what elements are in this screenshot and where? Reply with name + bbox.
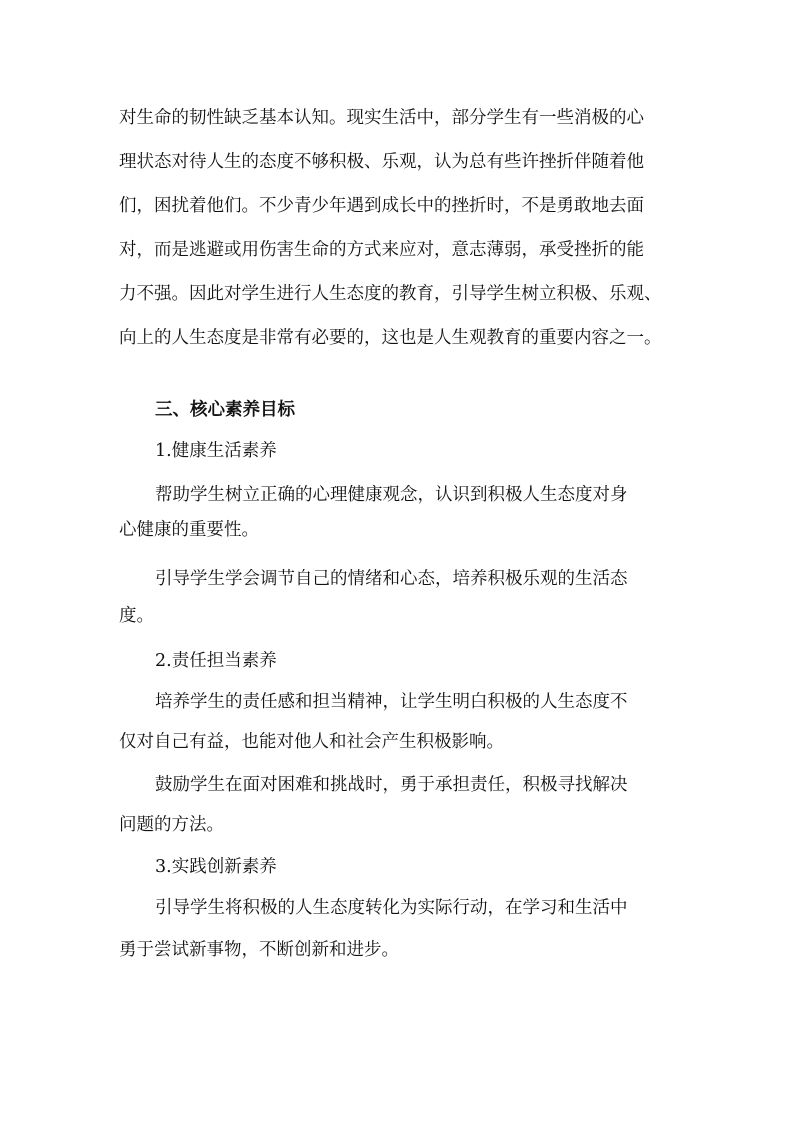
text-line: 问题的方法。: [119, 815, 224, 835]
text-line: 仅对自己有益，也能对他人和社会产生积极影响。: [119, 732, 504, 752]
subsection-title: 2.责任担当素养: [155, 651, 277, 671]
text-line: 心健康的重要性。: [119, 520, 259, 540]
text-line: 帮助学生树立正确的心理健康观念，认识到积极人生态度对身: [155, 485, 628, 505]
subsection-title: 1.健康生活素养: [155, 441, 277, 461]
text-line: 引导学生将积极的人生态度转化为实际行动，在学习和生活中: [155, 898, 628, 918]
text-line: 度。: [119, 606, 154, 626]
subsection-title: 3.实践创新素养: [155, 857, 277, 877]
text-line: 向上的人生态度是非常有必要的，这也是人生观教育的重要内容之一。: [119, 328, 662, 348]
text-line: 引导学生学会调节自己的情绪和心态，培养积极乐观的生活态: [155, 569, 628, 589]
text-line: 对生命的韧性缺乏基本认知。现实生活中，部分学生有一些消极的心: [119, 108, 644, 128]
text-line: 们，困扰着他们。不少青少年遇到成长中的挫折时，不是勇敢地去面: [119, 196, 644, 216]
text-line: 勇于尝试新事物，不断创新和进步。: [119, 940, 399, 960]
text-line: 理状态对待人生的态度不够积极、乐观，认为总有些许挫折伴随着他: [119, 152, 644, 172]
text-line: 对，而是逃避或用伤害生命的方式来应对，意志薄弱，承受挫折的能: [119, 240, 644, 260]
text-line: 培养学生的责任感和担当精神，让学生明白积极的人生态度不: [155, 692, 628, 712]
section-heading: 三、核心素养目标: [155, 400, 295, 420]
text-line: 力不强。因此对学生进行人生态度的教育，引导学生树立积极、乐观、: [119, 284, 662, 304]
text-line: 鼓励学生在面对困难和挑战时，勇于承担责任，积极寻找解决: [155, 775, 628, 795]
